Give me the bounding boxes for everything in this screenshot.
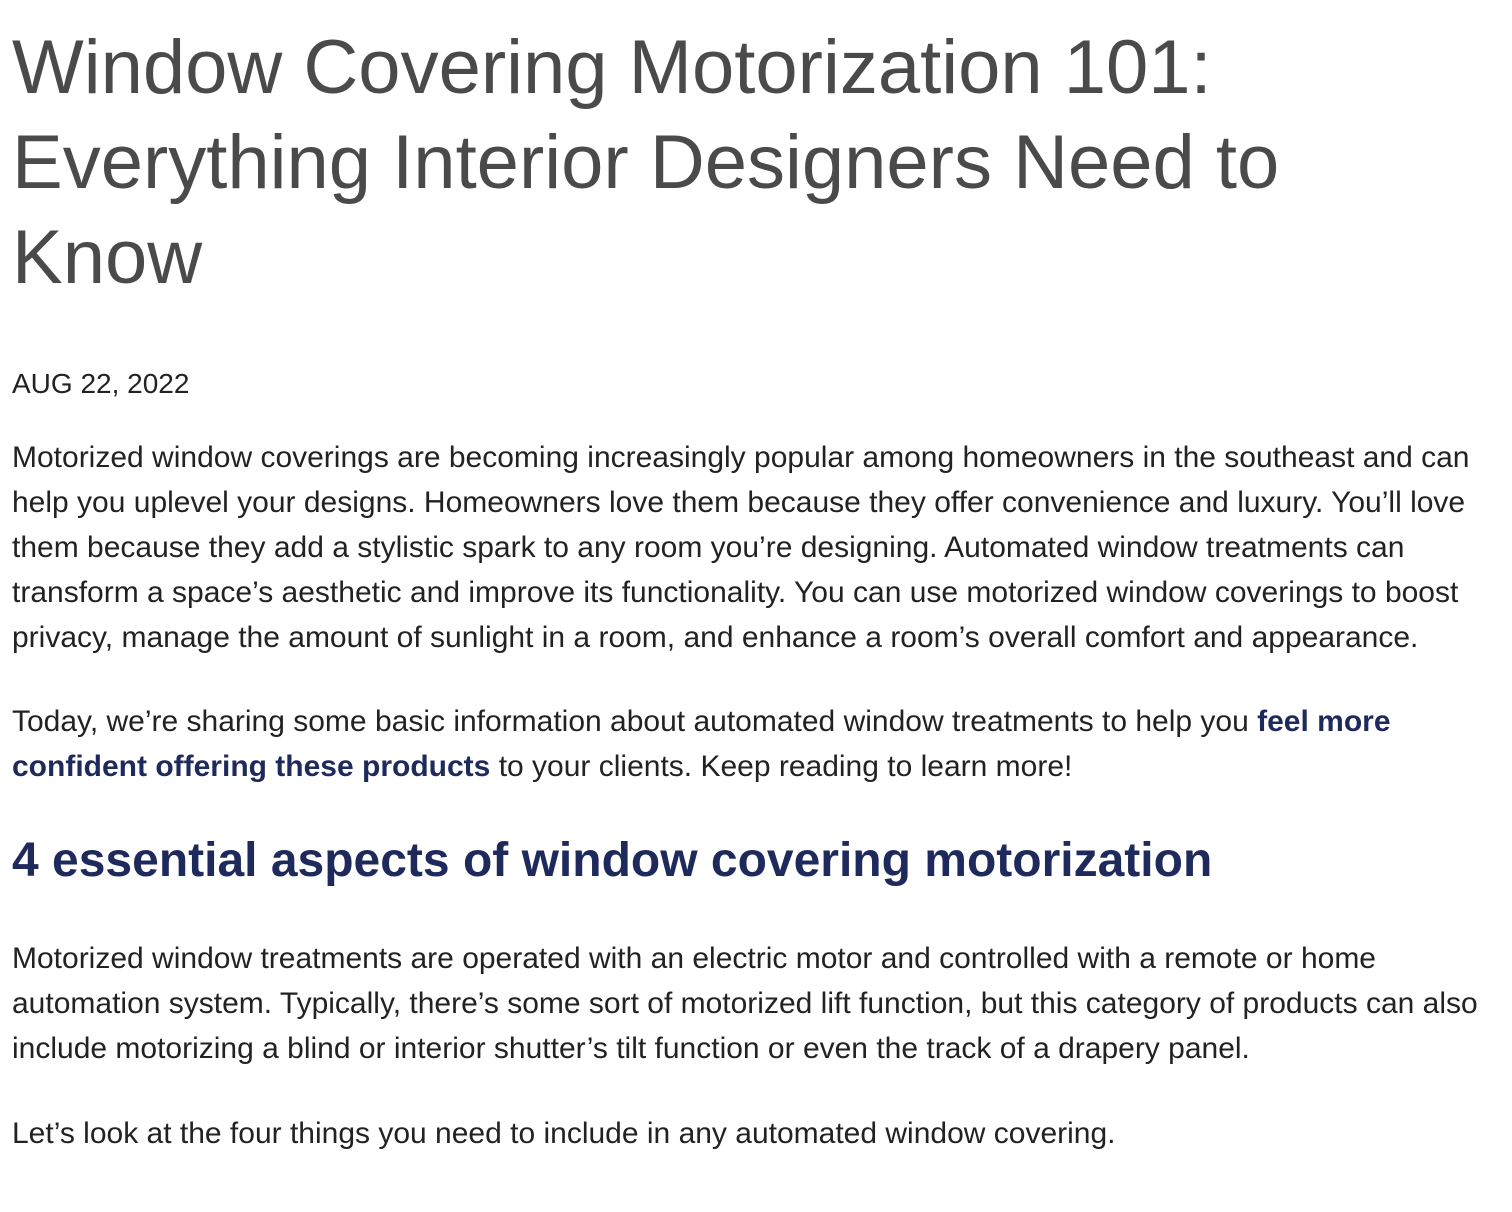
intro-paragraph: Motorized window coverings are becoming increasingly popular among homeowners in the southeast and can help you uplevel your designs. Homeowners love them because they offer convenience and luxury. You’ll love them because they add a stylistic spark to any room you’re designing. Automated window treatments can transform a space’s aesthetic and improve its functionality. You can use motorized window coverings to boost privacy, manage the amount of sunlight in a room, and enhance a room’s overall comfort and appearance. (12, 441, 1470, 654)
today-paragraph-text-before: Today, we’re sharing some basic information about automated window treatments to help you (12, 705, 1258, 738)
publish-date: AUG 22, 2022 (12, 368, 190, 399)
section-heading: 4 essential aspects of window covering motorization (12, 834, 1213, 887)
closing-paragraph: Let’s look at the four things you need to include in any automated window covering. (12, 1117, 1116, 1150)
today-paragraph (12, 699, 1492, 789)
section-paragraph: Motorized window treatments are operated with an electric motor and controlled with a remote or home automation system. Typically, there’s some sort of motorized lift function, but this category of products can also include motorizing a blind or interior shutter’s tilt function or even the track of a drapery panel. (12, 942, 1478, 1065)
article-title: Window Covering Motorization 101: Everything Interior Designers Need to Know (12, 25, 1280, 300)
confidence-link[interactable]: feel more confident offering these products (12, 705, 1391, 783)
today-paragraph-text-after: to your clients. Keep reading to learn more! (490, 750, 1073, 783)
